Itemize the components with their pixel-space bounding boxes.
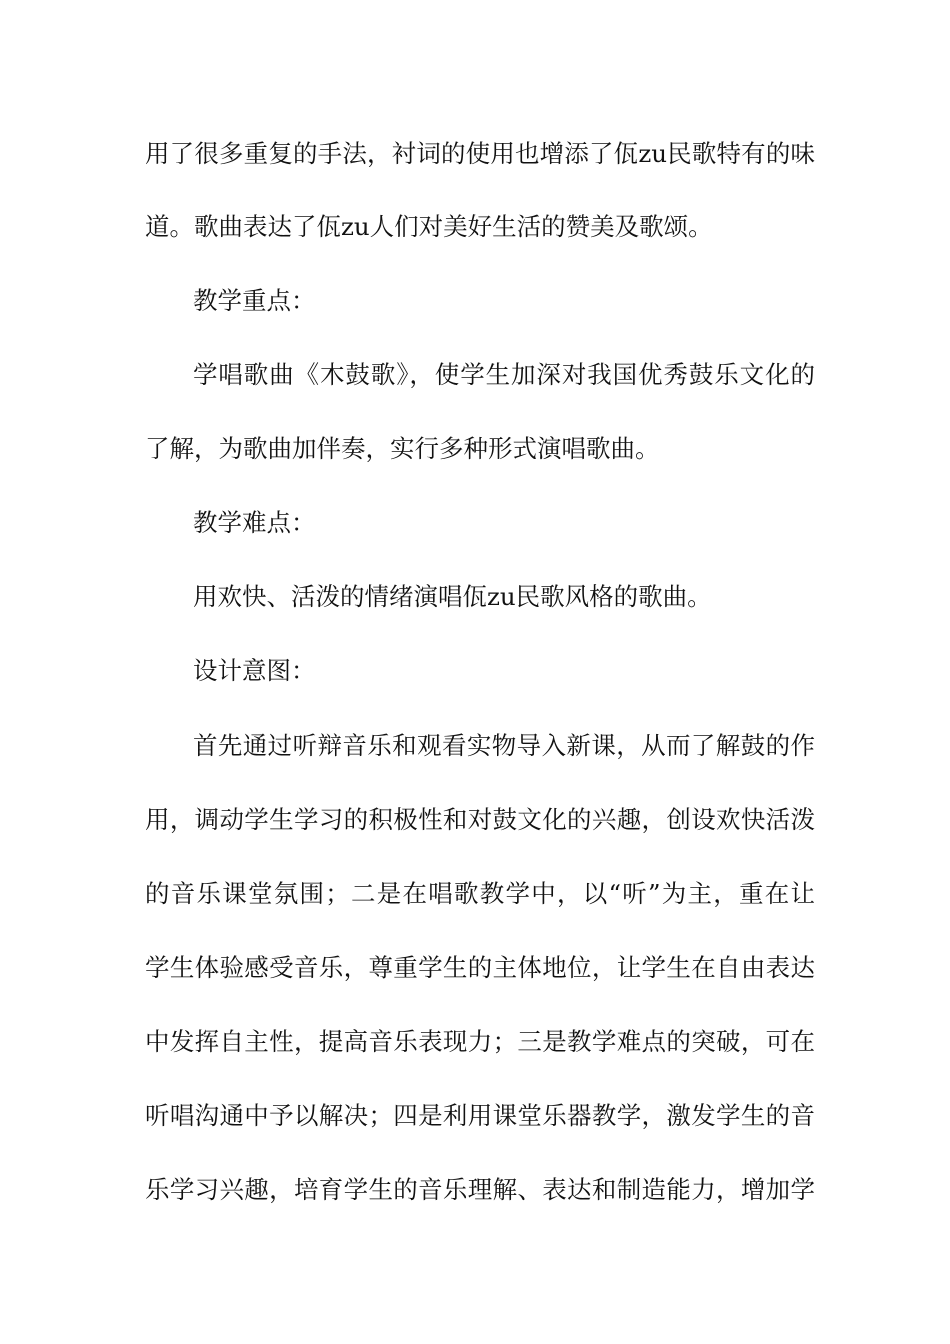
paragraph-line: 学唱歌曲《木鼓歌》，使学生加深对我国优秀鼓乐文化的: [193, 360, 815, 389]
section-heading-design-intent: 设计意图：: [193, 656, 316, 685]
paragraph-line: 用了很多重复的手法，衬词的使用也增添了佤zu民歌特有的味: [145, 139, 815, 168]
section-heading-key-points: 教学重点：: [193, 286, 316, 315]
paragraph-line: 乐学习兴趣，培育学生的音乐理解、表达和制造能力，增加学: [145, 1175, 815, 1204]
section-heading-difficulties: 教学难点：: [193, 508, 316, 537]
paragraph-line: 用，调动学生学习的积极性和对鼓文化的兴趣，创设欢快活泼: [145, 805, 815, 834]
paragraph-line: 道。歌曲表达了佤zu人们对美好生活的赞美及歌颂。: [145, 212, 713, 241]
paragraph-line: 学生体验感受音乐，尊重学生的主体地位，让学生在自由表达: [145, 953, 815, 982]
paragraph-line: 用欢快、活泼的情绪演唱佤zu民歌风格的歌曲。: [193, 582, 712, 611]
paragraph-line: 的音乐课堂氛围；二是在唱歌教学中，以“听”为主，重在让: [145, 879, 815, 908]
paragraph-line: 了解，为歌曲加伴奏，实行多种形式演唱歌曲。: [145, 434, 660, 463]
paragraph-line: 听唱沟通中予以解决；四是利用课堂乐器教学，激发学生的音: [145, 1101, 815, 1130]
paragraph-line: 中发挥自主性，提高音乐表现力；三是教学难点的突破，可在: [145, 1027, 815, 1056]
paragraph-line: 首先通过听辩音乐和观看实物导入新课，从而了解鼓的作: [193, 731, 815, 760]
